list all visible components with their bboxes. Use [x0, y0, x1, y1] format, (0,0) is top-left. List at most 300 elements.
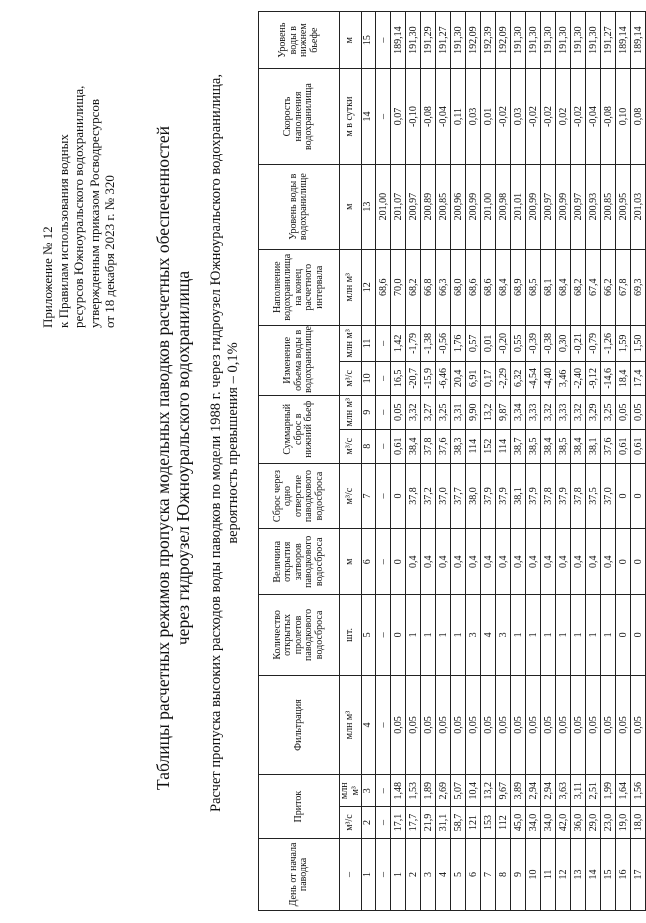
unit-cell: м³/с: [340, 429, 362, 463]
table-row: [526, 12, 541, 911]
table-cell: 18,4: [616, 361, 631, 395]
table-cell: -0,04: [586, 69, 601, 164]
table-cell: 1: [451, 595, 466, 676]
table-cell: 112: [496, 807, 511, 839]
caption-line: Расчет пропуска высоких расходов воды паводков по модели 1988 г. через гидроузел Южноуральского водохранилища,: [208, 74, 224, 812]
table-cell: 0,4: [586, 529, 601, 595]
table-cell: 200,89: [421, 164, 436, 249]
table-cell: 200,99: [466, 164, 481, 249]
table-cell: 45,0: [511, 807, 526, 839]
table-cell: 34,0: [541, 807, 556, 839]
table-cell: 200,98: [496, 164, 511, 249]
table-cell: 0,4: [451, 529, 466, 595]
table-cell: 1: [406, 595, 421, 676]
table-cell: 1: [391, 838, 406, 910]
table-column-numbers-row: [362, 12, 376, 911]
table-cell: 17: [631, 838, 646, 910]
table-cell: 37,8: [571, 463, 586, 529]
table-cell: 0,05: [616, 395, 631, 429]
table-row: [586, 12, 601, 911]
table-cell: 68,4: [556, 249, 571, 325]
table-cell: 6,32: [511, 361, 526, 395]
table-cell: 9,67: [496, 775, 511, 807]
table-cell: 200,97: [541, 164, 556, 249]
table-cell: 191,27: [436, 12, 451, 69]
table-cell: 0,61: [391, 429, 406, 463]
table-cell: 12: [556, 838, 571, 910]
table-cell: 1: [421, 595, 436, 676]
table-cell: -6,46: [436, 361, 451, 395]
table-cell: -0,79: [586, 325, 601, 361]
table-cell: -1,79: [406, 325, 421, 361]
table-cell: 15: [601, 838, 616, 910]
column-number: 14: [362, 69, 376, 164]
table-cell: 0,05: [391, 675, 406, 775]
unit-cell: м в сутки: [340, 69, 362, 164]
unit-cell: млн м³: [340, 675, 362, 775]
unit-cell: м: [340, 164, 362, 249]
column-number: 5: [362, 595, 376, 676]
table-cell: –: [376, 463, 391, 529]
table-cell: 37,9: [556, 463, 571, 529]
table-cell: 11: [541, 838, 556, 910]
table-row: [466, 12, 481, 911]
table-cell: -15,9: [421, 361, 436, 395]
header-tail-level: Уровень воды в нижнем бьефе: [259, 12, 340, 69]
table-cell: 0,4: [556, 529, 571, 595]
unit-cell: м: [340, 529, 362, 595]
table-cell: 191,29: [421, 12, 436, 69]
table-cell: -0,02: [571, 69, 586, 164]
table-cell: 1,99: [601, 775, 616, 807]
table-cell: 17,4: [631, 361, 646, 395]
table-cell: 1: [601, 595, 616, 676]
table-cell: 1: [526, 595, 541, 676]
table-cell: -9,12: [586, 361, 601, 395]
table-cell: 3,34: [511, 395, 526, 429]
table-cell: -4,54: [526, 361, 541, 395]
table-cell: -0,02: [526, 69, 541, 164]
table-cell: 6,91: [466, 361, 481, 395]
table-cell: 2,94: [526, 775, 541, 807]
caption-line: вероятность превышения – 0,1%: [225, 342, 241, 544]
column-number: 11: [362, 325, 376, 361]
table-cell: 191,30: [571, 12, 586, 69]
table-row: [511, 12, 526, 911]
table-cell: 0,05: [601, 675, 616, 775]
table-cell: 16: [616, 838, 631, 910]
table-cell: 37,8: [421, 429, 436, 463]
table-cell: 1: [586, 595, 601, 676]
table-cell: 38,4: [541, 429, 556, 463]
header-spans-count: Количество открытых пролетов паводкового водосброса: [259, 595, 340, 676]
table-cell: 1,50: [631, 325, 646, 361]
table-units-row: [340, 12, 362, 911]
table-cell: 0,4: [541, 529, 556, 595]
table-cell: 2: [406, 838, 421, 910]
column-number: 13: [362, 164, 376, 249]
column-number: 3: [362, 775, 376, 807]
table-cell: 0,01: [481, 325, 496, 361]
table-cell: 0,05: [586, 675, 601, 775]
table-cell: 8: [496, 838, 511, 910]
table-cell: 38,5: [526, 429, 541, 463]
table-cell: -0,04: [436, 69, 451, 164]
table-cell: 0: [616, 595, 631, 676]
table-cell: 153: [481, 807, 496, 839]
table-cell: 0,05: [421, 675, 436, 775]
table-cell: 189,14: [391, 12, 406, 69]
table-cell: 42,0: [556, 807, 571, 839]
table-cell: 0,61: [616, 429, 631, 463]
table-cell: 68,1: [541, 249, 556, 325]
table-cell: 1,89: [421, 775, 436, 807]
table-cell: -2,40: [571, 361, 586, 395]
table-cell: 67,8: [616, 249, 631, 325]
table-cell: 191,27: [601, 12, 616, 69]
table-cell: –: [376, 395, 391, 429]
table-cell: 31,1: [436, 807, 451, 839]
table-row: [481, 12, 496, 911]
table-cell: 0,05: [481, 675, 496, 775]
table-cell: 0: [631, 529, 646, 595]
table-cell: 0,05: [451, 675, 466, 775]
table-cell: -20,7: [406, 361, 421, 395]
table-cell: -0,02: [541, 69, 556, 164]
table-cell: -0,02: [496, 69, 511, 164]
table-caption: [208, 3, 242, 883]
table-cell: 3,32: [406, 395, 421, 429]
table-cell: 0,4: [481, 529, 496, 595]
column-number: 4: [362, 675, 376, 775]
table-cell: 200,99: [556, 164, 571, 249]
table-cell: 68,6: [481, 249, 496, 325]
table-cell: 200,95: [616, 164, 631, 249]
table-cell: 9,87: [496, 395, 511, 429]
header-inflow: Приток: [259, 775, 340, 839]
table-cell: 37,7: [451, 463, 466, 529]
table-cell: –: [376, 69, 391, 164]
table-cell: 200,97: [571, 164, 586, 249]
table-cell: 191,30: [556, 12, 571, 69]
table-cell: 192,09: [496, 12, 511, 69]
table-cell: 38,1: [586, 429, 601, 463]
table-cell: 13,2: [481, 395, 496, 429]
table-cell: 6: [466, 838, 481, 910]
unit-cell: млн м³: [340, 395, 362, 429]
header-level: Уровень воды в водохранилище: [259, 164, 340, 249]
table-cell: -0,08: [421, 69, 436, 164]
table-cell: 0,05: [556, 675, 571, 775]
table-cell: 34,0: [526, 807, 541, 839]
table-cell: 0,4: [526, 529, 541, 595]
table-cell: 68,0: [451, 249, 466, 325]
table-cell: 38,4: [571, 429, 586, 463]
header-filtration: Фильтрация: [259, 675, 340, 775]
table-cell: 1: [511, 595, 526, 676]
header-fill-rate: Скорость наполнения водохранилища: [259, 69, 340, 164]
table-cell: 0: [616, 529, 631, 595]
table-cell: 37,2: [421, 463, 436, 529]
table-cell: 0,10: [616, 69, 631, 164]
column-number: 6: [362, 529, 376, 595]
table-cell: 0,07: [391, 69, 406, 164]
table-cell: 69,3: [631, 249, 646, 325]
table-cell: 38,4: [406, 429, 421, 463]
table-cell: 66,8: [421, 249, 436, 325]
table-row: [421, 12, 436, 911]
appendix-line: Приложение № 12: [40, 226, 55, 328]
table-cell: 38,3: [451, 429, 466, 463]
table-cell: 3,31: [451, 395, 466, 429]
table-cell: –: [376, 807, 391, 839]
table-cell: –: [376, 838, 391, 910]
table-cell: 3: [421, 838, 436, 910]
table-cell: 1: [436, 595, 451, 676]
column-number: 8: [362, 429, 376, 463]
table-row: [451, 12, 466, 911]
table-cell: 0,05: [436, 675, 451, 775]
unit-cell: м³/с: [340, 463, 362, 529]
table-cell: 200,93: [586, 164, 601, 249]
table-cell: 200,85: [436, 164, 451, 249]
table-cell: -0,20: [496, 325, 511, 361]
table-cell: 121: [466, 807, 481, 839]
table-cell: 7: [481, 838, 496, 910]
table-cell: 191,30: [526, 12, 541, 69]
table-cell: 0,05: [511, 675, 526, 775]
table-cell: 0,05: [631, 675, 646, 775]
table-cell: 1,76: [451, 325, 466, 361]
table-cell: –: [376, 775, 391, 807]
flood-routing-table: [258, 11, 646, 911]
table-cell: 191,30: [511, 12, 526, 69]
table-cell: -0,56: [436, 325, 451, 361]
table-cell: 0,4: [466, 529, 481, 595]
table-cell: 68,4: [496, 249, 511, 325]
header-fill: Наполнение водохранилища на конец расчетного интервала: [259, 249, 340, 325]
table-cell: 3,11: [571, 775, 586, 807]
table-cell: 37,6: [436, 429, 451, 463]
column-number: 15: [362, 12, 376, 69]
table-cell: 5: [451, 838, 466, 910]
table-cell: 10: [526, 838, 541, 910]
table-cell: 0,4: [496, 529, 511, 595]
table-cell: 0,02: [556, 69, 571, 164]
table-cell: 0,30: [556, 325, 571, 361]
table-cell: 201,00: [376, 164, 391, 249]
table-cell: 68,2: [406, 249, 421, 325]
table-cell: 1,64: [616, 775, 631, 807]
table-header-row: [259, 12, 340, 911]
column-number: 12: [362, 249, 376, 325]
header-volume-change: Изменение объема воды в водохранилище: [259, 325, 340, 395]
table-cell: 0,05: [571, 675, 586, 775]
table-cell: 0,05: [631, 395, 646, 429]
header-gate-opening: Величина открытия затворов паводкового водосброса: [259, 529, 340, 595]
table-cell: 191,30: [541, 12, 556, 69]
table-cell: 3,46: [556, 361, 571, 395]
table-cell: 17,7: [406, 807, 421, 839]
table-cell: 0,05: [406, 675, 421, 775]
table-cell: 37,9: [481, 463, 496, 529]
appendix-line: от 18 декабря 2023 г. № 320: [102, 175, 117, 328]
table-cell: 0: [616, 463, 631, 529]
table-cell: –: [376, 325, 391, 361]
table-cell: 68,6: [376, 249, 391, 325]
table-cell: 13,2: [481, 775, 496, 807]
table-cell: 1,42: [391, 325, 406, 361]
table-cell: 201,01: [511, 164, 526, 249]
appendix-note: [40, 13, 118, 328]
column-number: 9: [362, 395, 376, 429]
header-day: День от начала паводка: [259, 838, 340, 910]
table-cell: 0,03: [511, 69, 526, 164]
unit-cell: млн м³: [340, 775, 362, 807]
table-cell: 17,1: [391, 807, 406, 839]
table-row: [631, 12, 646, 911]
table-cell: 0,17: [481, 361, 496, 395]
unit-cell: –: [340, 838, 362, 910]
table-cell: 37,0: [601, 463, 616, 529]
table-row: [556, 12, 571, 911]
table-cell: 200,97: [406, 164, 421, 249]
table-cell: 114: [496, 429, 511, 463]
unit-cell: млн м³: [340, 325, 362, 361]
title-line: через гидроузел Южноуральского водохранилища: [173, 270, 193, 646]
table-cell: 0,05: [526, 675, 541, 775]
table-cell: 0,08: [631, 69, 646, 164]
table-cell: 201,07: [391, 164, 406, 249]
table-cell: 0,05: [496, 675, 511, 775]
table-cell: 68,5: [526, 249, 541, 325]
table-cell: 3,33: [556, 395, 571, 429]
table-cell: 114: [466, 429, 481, 463]
appendix-line: утвержденным приказом Росводресурсов: [86, 99, 102, 328]
table-cell: 3,25: [601, 395, 616, 429]
table-cell: 37,8: [541, 463, 556, 529]
table-cell: -0,39: [526, 325, 541, 361]
title-line: Таблицы расчетных режимов пропуска модельных паводков расчетных обеспеченностей: [153, 126, 173, 790]
table-cell: 70,0: [391, 249, 406, 325]
table-cell: 1,53: [406, 775, 421, 807]
table-cell: 0: [391, 529, 406, 595]
table-cell: 13: [571, 838, 586, 910]
table-row: [496, 12, 511, 911]
table-cell: -0,38: [541, 325, 556, 361]
table-row: [616, 12, 631, 911]
table-row: [376, 12, 391, 911]
table-cell: 9: [511, 838, 526, 910]
table-cell: 1: [556, 595, 571, 676]
table-cell: 0,4: [406, 529, 421, 595]
column-number: 7: [362, 463, 376, 529]
table-cell: 0,4: [571, 529, 586, 595]
column-number: 2: [362, 807, 376, 839]
table-cell: 1: [541, 595, 556, 676]
header-discharge: Сброс через одно отверстие паводкового водосброса: [259, 463, 340, 529]
table-cell: 14: [586, 838, 601, 910]
table-cell: 0,4: [511, 529, 526, 595]
table-cell: 2,94: [541, 775, 556, 807]
table-cell: 0,05: [391, 395, 406, 429]
table-cell: 37,9: [526, 463, 541, 529]
table-cell: 2,69: [436, 775, 451, 807]
table-cell: –: [376, 595, 391, 676]
table-row: [406, 12, 421, 911]
table-cell: 68,2: [571, 249, 586, 325]
table-cell: 3,63: [556, 775, 571, 807]
unit-cell: шт.: [340, 595, 362, 676]
table-cell: 189,14: [631, 12, 646, 69]
table-cell: -14,6: [601, 361, 616, 395]
table-cell: 0,05: [616, 675, 631, 775]
table-cell: 0,55: [511, 325, 526, 361]
table-cell: 68,6: [466, 249, 481, 325]
table-row: [571, 12, 586, 911]
table-cell: 19,0: [616, 807, 631, 839]
table-cell: 1,59: [616, 325, 631, 361]
table-cell: 0,61: [631, 429, 646, 463]
table-cell: 9,90: [466, 395, 481, 429]
table-cell: 3,27: [421, 395, 436, 429]
table-cell: 3,25: [436, 395, 451, 429]
table-cell: 3,89: [511, 775, 526, 807]
table-cell: -0,21: [571, 325, 586, 361]
unit-cell: м³/с: [340, 807, 362, 839]
table-cell: 200,85: [601, 164, 616, 249]
table-cell: 200,96: [451, 164, 466, 249]
table-cell: 37,0: [436, 463, 451, 529]
table-cell: 2,51: [586, 775, 601, 807]
table-cell: 29,0: [586, 807, 601, 839]
table-cell: 201,00: [481, 164, 496, 249]
table-cell: 37,8: [406, 463, 421, 529]
table-cell: 200,99: [526, 164, 541, 249]
table-cell: 16,5: [391, 361, 406, 395]
table-cell: 0: [631, 463, 646, 529]
table-cell: –: [376, 361, 391, 395]
table-cell: 191,30: [406, 12, 421, 69]
table-cell: –: [376, 12, 391, 69]
appendix-line: к Правилам использования водных: [55, 134, 71, 328]
table-cell: 1,56: [631, 775, 646, 807]
table-cell: 0: [391, 463, 406, 529]
column-number: 10: [362, 361, 376, 395]
table-cell: 0: [391, 595, 406, 676]
table-cell: 0,01: [481, 69, 496, 164]
table-cell: 201,03: [631, 164, 646, 249]
table-cell: –: [376, 529, 391, 595]
table-cell: 66,2: [601, 249, 616, 325]
table-cell: 20,4: [451, 361, 466, 395]
table-cell: 3: [466, 595, 481, 676]
table-cell: 3,32: [571, 395, 586, 429]
table-cell: 0,05: [466, 675, 481, 775]
table-row: [601, 12, 616, 911]
table-cell: 192,09: [466, 12, 481, 69]
table-cell: 38,1: [511, 463, 526, 529]
table-cell: 18,0: [631, 807, 646, 839]
table-cell: 4: [481, 595, 496, 676]
table-cell: 191,30: [451, 12, 466, 69]
table-row: [436, 12, 451, 911]
table-cell: -4,40: [541, 361, 556, 395]
table-cell: -0,10: [406, 69, 421, 164]
header-total-discharge: Суммарный сброс в нижний бьеф: [259, 395, 340, 463]
table-cell: 38,0: [466, 463, 481, 529]
table-cell: 37,5: [586, 463, 601, 529]
